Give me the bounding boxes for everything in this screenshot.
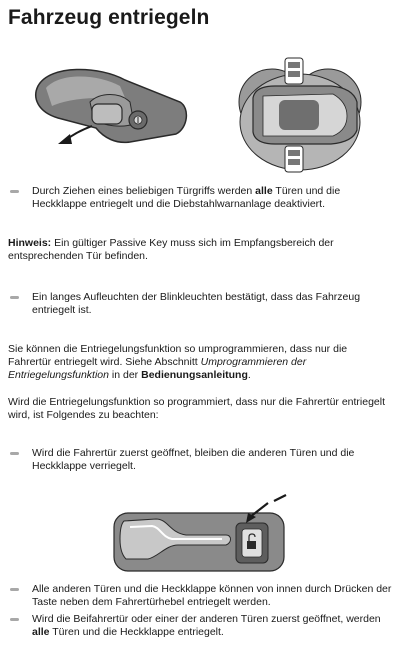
page-title: Fahrzeug entriegeln xyxy=(8,6,210,29)
car-top-view-illustration xyxy=(235,52,365,177)
note-label: Hinweis: xyxy=(8,237,52,249)
note-paragraph: Hinweis: Ein gültiger Passive Key muss sich im Empfangsbereich der entsprechenden Tür befinden. xyxy=(8,237,334,262)
bullet-item-1: Durch Ziehen eines beliebigen Türgriffs werden alle Türen und die Heckklappe entriegelt und die Diebstahlwarnanlage deaktiviert. xyxy=(10,185,392,213)
door-handle-illustration xyxy=(30,62,190,152)
bullet-item-5: Wird die Beifahrertür oder einer der anderen Türen zuerst geöffnet, werden alle Türen und die Heckklappe entriegelt. xyxy=(10,613,392,641)
bullet-dash xyxy=(10,190,19,193)
bullet-item-2: Ein langes Aufleuchten der Blinkleuchten bestätigt, dass das Fahrzeug entriegelt ist. xyxy=(10,291,392,319)
bullet-item-3: Wird die Fahrertür zuerst geöffnet, bleiben die anderen Türen und die Heckklappe verriegelt. xyxy=(10,447,392,475)
bullet-dash xyxy=(10,452,19,455)
interior-handle-illustration xyxy=(108,493,298,575)
bullet-dash xyxy=(10,588,19,591)
bullet-item-4: Alle anderen Türen und die Heckklappe können von innen durch Drücken der Taste neben dem Fahrertürhebel entriegelt werden. xyxy=(10,583,392,611)
bullet-dash xyxy=(10,296,19,299)
reprogram-paragraph: Sie können die Entriegelungsfunktion so umprogrammieren, dass nur die Fahrertür entriegelt wird. Siehe Abschnitt Umprogrammieren der Entriegelungsfunktion in der Bedienungsanleitung. xyxy=(8,343,348,381)
driver-door-paragraph: Wird die Entriegelungsfunktion so programmiert, dass nur die Fahrertür entriegelt wird, ist Folgendes zu beachten: xyxy=(8,396,386,421)
bullet-dash xyxy=(10,618,19,621)
